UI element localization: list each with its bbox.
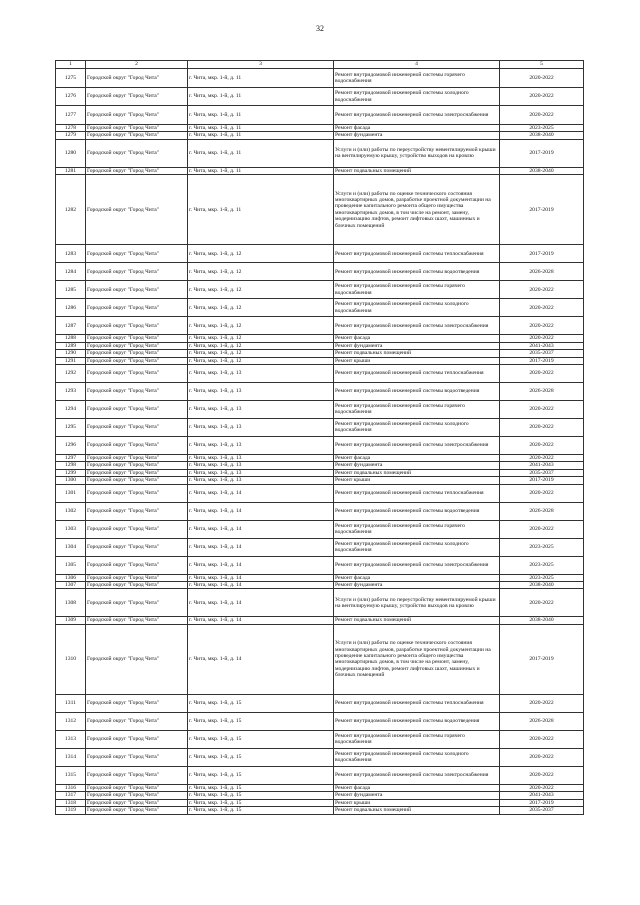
row-number: 1311 [56,694,86,712]
address-cell: г. Чита, мкр. 1-й, д. 13 [188,400,334,418]
table-body [56,69,584,815]
row-number: 1305 [56,556,86,574]
column-header: 2 [86,61,188,69]
address-cell: г. Чита, мкр. 1-й, д. 13 [188,436,334,454]
row-number: 1285 [56,281,86,299]
table-row [56,454,584,461]
work-type-cell: Ремонт внутридомовой инженерной системы холодного водоснабжения [334,299,500,317]
row-number: 1316 [56,784,86,791]
row-number: 1291 [56,357,86,364]
address-cell: г. Чита, мкр. 1-й, д. 11 [188,139,334,167]
table-row [56,139,584,167]
owner-cell: Городской округ "Город Чита" [86,350,188,357]
row-number: 1312 [56,712,86,730]
period-cell: 2020-2022 [500,436,584,454]
work-type-cell: Ремонт фасада [334,454,500,461]
period-cell: 2020-2022 [500,784,584,791]
column-header: 3 [188,61,334,69]
period-cell: 2017-2019 [500,245,584,263]
address-cell: г. Чита, мкр. 1-й, д. 13 [188,454,334,461]
owner-cell: Городской округ "Город Чита" [86,263,188,281]
period-cell: 2026-2028 [500,263,584,281]
row-number: 1301 [56,484,86,502]
row-number: 1307 [56,582,86,589]
owner-cell: Городской округ "Город Чита" [86,299,188,317]
work-type-cell: Ремонт фундамента [334,462,500,469]
work-type-cell: Ремонт внутридомовой инженерной системы водоотведения [334,712,500,730]
table-row [56,418,584,436]
owner-cell: Городской округ "Город Чита" [86,342,188,349]
table-row [56,784,584,791]
owner-cell: Городской округ "Город Чита" [86,712,188,730]
work-type-cell: Услуги и (или) работы по оценке технического состояния многоквартирных домов, разработке проектной документации на проведение капитального ремонта общего имущества многоквартирных домов, в том числе на ремонт, замену, модернизацию лифтов, ремонт лифтовых шахт, машинных и блочных помещений [334,175,500,245]
table-row [56,299,584,317]
capital-repair-table [55,60,584,815]
owner-cell: Городской округ "Город Чита" [86,364,188,382]
work-type-cell: Ремонт внутридомовой инженерной системы теплоснабжения [334,364,500,382]
table-row [56,624,584,694]
row-number: 1277 [56,106,86,125]
row-number: 1308 [56,589,86,617]
row-number: 1294 [56,400,86,418]
row-number: 1315 [56,766,86,784]
period-cell: 2017-2019 [500,799,584,806]
period-cell: 2038-2040 [500,617,584,624]
row-number: 1299 [56,469,86,476]
address-cell: г. Чита, мкр. 1-й, д. 11 [188,175,334,245]
row-number: 1309 [56,617,86,624]
row-number: 1281 [56,167,86,174]
period-cell: 2017-2019 [500,357,584,364]
row-number: 1289 [56,342,86,349]
period-cell: 2020-2022 [500,317,584,335]
address-cell: г. Чита, мкр. 1-й, д. 12 [188,263,334,281]
owner-cell: Городской округ "Город Чита" [86,469,188,476]
work-type-cell: Ремонт внутридомовой инженерной системы электроснабжения [334,556,500,574]
period-cell: 2041-2043 [500,462,584,469]
period-cell: 2020-2022 [500,730,584,748]
row-number: 1297 [56,454,86,461]
address-cell: г. Чита, мкр. 1-й, д. 12 [188,357,334,364]
address-cell: г. Чита, мкр. 1-й, д. 15 [188,730,334,748]
period-cell: 2020-2022 [500,364,584,382]
period-cell: 2020-2022 [500,281,584,299]
work-type-cell: Ремонт внутридомовой инженерной системы электроснабжения [334,106,500,125]
table-row [56,175,584,245]
row-number: 1319 [56,807,86,814]
owner-cell: Городской округ "Город Чита" [86,69,188,88]
owner-cell: Городской округ "Город Чита" [86,175,188,245]
table-row [56,799,584,806]
address-cell: г. Чита, мкр. 1-й, д. 14 [188,556,334,574]
period-cell: 2020-2022 [500,299,584,317]
work-type-cell: Ремонт внутридомовой инженерной системы горячего водоснабжения [334,69,500,88]
owner-cell: Городской округ "Город Чита" [86,317,188,335]
period-cell: 2017-2019 [500,139,584,167]
work-type-cell: Ремонт внутридомовой инженерной системы горячего водоснабжения [334,281,500,299]
table-row [56,574,584,581]
owner-cell: Городской округ "Город Чита" [86,520,188,538]
row-number: 1296 [56,436,86,454]
row-number: 1295 [56,418,86,436]
address-cell: г. Чита, мкр. 1-й, д. 11 [188,132,334,139]
owner-cell: Городской округ "Город Чита" [86,167,188,174]
period-cell: 2020-2022 [500,484,584,502]
address-cell: г. Чита, мкр. 1-й, д. 13 [188,382,334,400]
row-number: 1282 [56,175,86,245]
owner-cell: Городской округ "Город Чита" [86,382,188,400]
owner-cell: Городской округ "Город Чита" [86,484,188,502]
row-number: 1310 [56,624,86,694]
table-row [56,245,584,263]
period-cell: 2020-2022 [500,400,584,418]
period-cell: 2020-2022 [500,520,584,538]
work-type-cell: Ремонт фасада [334,784,500,791]
row-number: 1275 [56,69,86,88]
address-cell: г. Чита, мкр. 1-й, д. 13 [188,418,334,436]
row-number: 1288 [56,335,86,342]
row-number: 1280 [56,139,86,167]
row-number: 1303 [56,520,86,538]
row-number: 1293 [56,382,86,400]
address-cell: г. Чита, мкр. 1-й, д. 13 [188,469,334,476]
work-type-cell: Услуги и (или) работы по переустройству невентилируемой крыши на вентилируемую крышу, устройство выходов на кровлю [334,589,500,617]
work-type-cell: Ремонт подвальных помещений [334,617,500,624]
owner-cell: Городской округ "Город Чита" [86,799,188,806]
table-row [56,125,584,132]
period-cell: 2026-2028 [500,502,584,520]
work-type-cell: Ремонт внутридомовой инженерной системы холодного водоснабжения [334,748,500,766]
work-type-cell: Ремонт фундамента [334,132,500,139]
period-cell: 2017-2019 [500,477,584,484]
row-number: 1278 [56,125,86,132]
table-row [56,730,584,748]
work-type-cell: Ремонт фасада [334,125,500,132]
owner-cell: Городской округ "Город Чита" [86,454,188,461]
table-row [56,335,584,342]
period-cell: 2020-2022 [500,694,584,712]
work-type-cell: Ремонт крыши [334,357,500,364]
address-cell: г. Чита, мкр. 1-й, д. 13 [188,462,334,469]
table-row [56,106,584,125]
table-row [56,132,584,139]
address-cell: г. Чита, мкр. 1-й, д. 14 [188,502,334,520]
page-number: 32 [316,24,324,33]
address-cell: г. Чита, мкр. 1-й, д. 15 [188,712,334,730]
work-type-cell: Ремонт подвальных помещений [334,167,500,174]
owner-cell: Городской округ "Город Чита" [86,624,188,694]
address-cell: г. Чита, мкр. 1-й, д. 11 [188,69,334,88]
owner-cell: Городской округ "Город Чита" [86,477,188,484]
period-cell: 2020-2022 [500,454,584,461]
row-number: 1290 [56,350,86,357]
address-cell: г. Чита, мкр. 1-й, д. 14 [188,538,334,556]
work-type-cell: Ремонт внутридомовой инженерной системы холодного водоснабжения [334,88,500,106]
period-cell: 2035-2037 [500,807,584,814]
work-type-cell: Ремонт внутридомовой инженерной системы электроснабжения [334,317,500,335]
address-cell: г. Чита, мкр. 1-й, д. 15 [188,799,334,806]
work-type-cell: Ремонт крыши [334,799,500,806]
address-cell: г. Чита, мкр. 1-й, д. 11 [188,106,334,125]
period-cell: 2038-2040 [500,167,584,174]
table-row [56,484,584,502]
row-number: 1298 [56,462,86,469]
table-row [56,88,584,106]
table-row [56,281,584,299]
table-header-row [56,61,584,69]
table-row [56,502,584,520]
owner-cell: Городской округ "Город Чита" [86,502,188,520]
owner-cell: Городской округ "Город Чита" [86,436,188,454]
work-type-cell: Ремонт внутридомовой инженерной системы теплоснабжения [334,245,500,263]
address-cell: г. Чита, мкр. 1-й, д. 12 [188,281,334,299]
address-cell: г. Чита, мкр. 1-й, д. 12 [188,350,334,357]
row-number: 1292 [56,364,86,382]
table-row [56,694,584,712]
address-cell: г. Чита, мкр. 1-й, д. 12 [188,299,334,317]
table-row [56,350,584,357]
row-number: 1300 [56,477,86,484]
address-cell: г. Чита, мкр. 1-й, д. 12 [188,245,334,263]
address-cell: г. Чита, мкр. 1-й, д. 15 [188,784,334,791]
work-type-cell: Ремонт крыши [334,477,500,484]
owner-cell: Городской округ "Город Чита" [86,281,188,299]
work-type-cell: Ремонт внутридомовой инженерной системы водоотведения [334,263,500,281]
period-cell: 2023-2025 [500,556,584,574]
column-header: 1 [56,61,86,69]
table-row [56,436,584,454]
period-cell: 2023-2025 [500,125,584,132]
address-cell: г. Чита, мкр. 1-й, д. 14 [188,484,334,502]
table-row [56,167,584,174]
table-row [56,364,584,382]
owner-cell: Городской округ "Город Чита" [86,106,188,125]
address-cell: г. Чита, мкр. 1-й, д. 14 [188,574,334,581]
period-cell: 2017-2019 [500,624,584,694]
table-row [56,263,584,281]
row-number: 1314 [56,748,86,766]
work-type-cell: Ремонт внутридомовой инженерной системы теплоснабжения [334,484,500,502]
work-type-cell: Ремонт внутридомовой инженерной системы холодного водоснабжения [334,538,500,556]
table-row [56,766,584,784]
address-cell: г. Чита, мкр. 1-й, д. 14 [188,624,334,694]
owner-cell: Городской округ "Город Чита" [86,589,188,617]
row-number: 1279 [56,132,86,139]
table-row [56,712,584,730]
work-type-cell: Ремонт подвальных помещений [334,350,500,357]
work-type-cell: Ремонт внутридомовой инженерной системы горячего водоснабжения [334,520,500,538]
period-cell: 2020-2022 [500,766,584,784]
table-row [56,357,584,364]
work-type-cell: Ремонт внутридомовой инженерной системы электроснабжения [334,766,500,784]
period-cell: 2020-2022 [500,418,584,436]
work-type-cell: Ремонт внутридомовой инженерной системы электроснабжения [334,436,500,454]
work-type-cell: Ремонт фасада [334,574,500,581]
owner-cell: Городской округ "Город Чита" [86,766,188,784]
period-cell: 2026-2028 [500,712,584,730]
period-cell: 2035-2037 [500,350,584,357]
column-header: 4 [334,61,500,69]
work-type-cell: Услуги и (или) работы по оценке технического состояния многоквартирных домов, разработке проектной документации на проведение капитального ремонта общего имущества многоквартирных домов, в том числе на ремонт, замену, модернизацию лифтов, ремонт лифтовых шахт, машинных и блочных помещений [334,624,500,694]
owner-cell: Городской округ "Город Чита" [86,784,188,791]
work-type-cell: Ремонт внутридомовой инженерной системы горячего водоснабжения [334,730,500,748]
period-cell: 2020-2022 [500,748,584,766]
table-row [56,556,584,574]
period-cell: 2020-2022 [500,335,584,342]
work-type-cell: Ремонт фасада [334,335,500,342]
table-row [56,382,584,400]
row-number: 1283 [56,245,86,263]
table-row [56,469,584,476]
row-number: 1284 [56,263,86,281]
address-cell: г. Чита, мкр. 1-й, д. 12 [188,342,334,349]
row-number: 1304 [56,538,86,556]
table-row [56,342,584,349]
row-number: 1306 [56,574,86,581]
owner-cell: Городской округ "Город Чита" [86,418,188,436]
period-cell: 2041-2043 [500,342,584,349]
address-cell: г. Чита, мкр. 1-й, д. 12 [188,335,334,342]
owner-cell: Городской округ "Город Чита" [86,574,188,581]
table-row [56,792,584,799]
table-row [56,582,584,589]
work-type-cell: Ремонт подвальных помещений [334,807,500,814]
work-type-cell: Ремонт внутридомовой инженерной системы водоотведения [334,502,500,520]
period-cell: 2023-2025 [500,574,584,581]
table-row [56,807,584,814]
address-cell: г. Чита, мкр. 1-й, д. 11 [188,125,334,132]
owner-cell: Городской округ "Город Чита" [86,617,188,624]
work-type-cell: Ремонт подвальных помещений [334,469,500,476]
work-type-cell: Ремонт внутридомовой инженерной системы горячего водоснабжения [334,400,500,418]
row-number: 1318 [56,799,86,806]
address-cell: г. Чита, мкр. 1-й, д. 15 [188,792,334,799]
table-row [56,538,584,556]
column-header: 5 [500,61,584,69]
table-row [56,748,584,766]
address-cell: г. Чита, мкр. 1-й, д. 15 [188,748,334,766]
owner-cell: Городской округ "Город Чита" [86,538,188,556]
owner-cell: Городской округ "Город Чита" [86,462,188,469]
table-row [56,520,584,538]
owner-cell: Городской округ "Город Чита" [86,125,188,132]
table-row [56,477,584,484]
owner-cell: Городской округ "Город Чита" [86,807,188,814]
work-type-cell: Ремонт внутридомовой инженерной системы теплоснабжения [334,694,500,712]
address-cell: г. Чита, мкр. 1-й, д. 15 [188,766,334,784]
work-type-cell: Ремонт фундамента [334,582,500,589]
period-cell: 2026-2028 [500,382,584,400]
table-row [56,317,584,335]
table-row [56,589,584,617]
address-cell: г. Чита, мкр. 1-й, д. 15 [188,807,334,814]
row-number: 1302 [56,502,86,520]
period-cell: 2038-2040 [500,132,584,139]
address-cell: г. Чита, мкр. 1-й, д. 11 [188,167,334,174]
owner-cell: Городской округ "Город Чита" [86,357,188,364]
work-type-cell: Ремонт внутридомовой инженерной системы водоотведения [334,382,500,400]
period-cell: 2041-2043 [500,792,584,799]
owner-cell: Городской округ "Город Чита" [86,582,188,589]
owner-cell: Городской округ "Город Чита" [86,400,188,418]
address-cell: г. Чита, мкр. 1-й, д. 14 [188,589,334,617]
row-number: 1287 [56,317,86,335]
owner-cell: Городской округ "Город Чита" [86,730,188,748]
period-cell: 2020-2022 [500,69,584,88]
period-cell: 2038-2040 [500,582,584,589]
row-number: 1286 [56,299,86,317]
address-cell: г. Чита, мкр. 1-й, д. 14 [188,582,334,589]
work-type-cell: Ремонт фундамента [334,792,500,799]
owner-cell: Городской округ "Город Чита" [86,132,188,139]
work-type-cell: Ремонт фундамента [334,342,500,349]
row-number: 1313 [56,730,86,748]
address-cell: г. Чита, мкр. 1-й, д. 15 [188,694,334,712]
work-type-cell: Услуги и (или) работы по переустройству невентилируемой крыши на вентилируемую крышу, устройство выходов на кровлю [334,139,500,167]
row-number: 1317 [56,792,86,799]
period-cell: 2023-2025 [500,538,584,556]
table-row [56,400,584,418]
address-cell: г. Чита, мкр. 1-й, д. 14 [188,520,334,538]
owner-cell: Городской округ "Город Чита" [86,335,188,342]
period-cell: 2020-2022 [500,589,584,617]
owner-cell: Городской округ "Город Чита" [86,694,188,712]
address-cell: г. Чита, мкр. 1-й, д. 11 [188,88,334,106]
row-number: 1276 [56,88,86,106]
work-type-cell: Ремонт внутридомовой инженерной системы холодного водоснабжения [334,418,500,436]
table-row [56,617,584,624]
owner-cell: Городской округ "Город Чита" [86,792,188,799]
owner-cell: Городской округ "Город Чита" [86,88,188,106]
period-cell: 2035-2037 [500,469,584,476]
owner-cell: Городской округ "Город Чита" [86,139,188,167]
address-cell: г. Чита, мкр. 1-й, д. 13 [188,364,334,382]
period-cell: 2017-2019 [500,175,584,245]
table-row [56,462,584,469]
address-cell: г. Чита, мкр. 1-й, д. 12 [188,317,334,335]
period-cell: 2020-2022 [500,106,584,125]
owner-cell: Городской округ "Город Чита" [86,556,188,574]
owner-cell: Городской округ "Город Чита" [86,245,188,263]
address-cell: г. Чита, мкр. 1-й, д. 13 [188,477,334,484]
table-row [56,69,584,88]
owner-cell: Городской округ "Город Чита" [86,748,188,766]
period-cell: 2020-2022 [500,88,584,106]
address-cell: г. Чита, мкр. 1-й, д. 14 [188,617,334,624]
